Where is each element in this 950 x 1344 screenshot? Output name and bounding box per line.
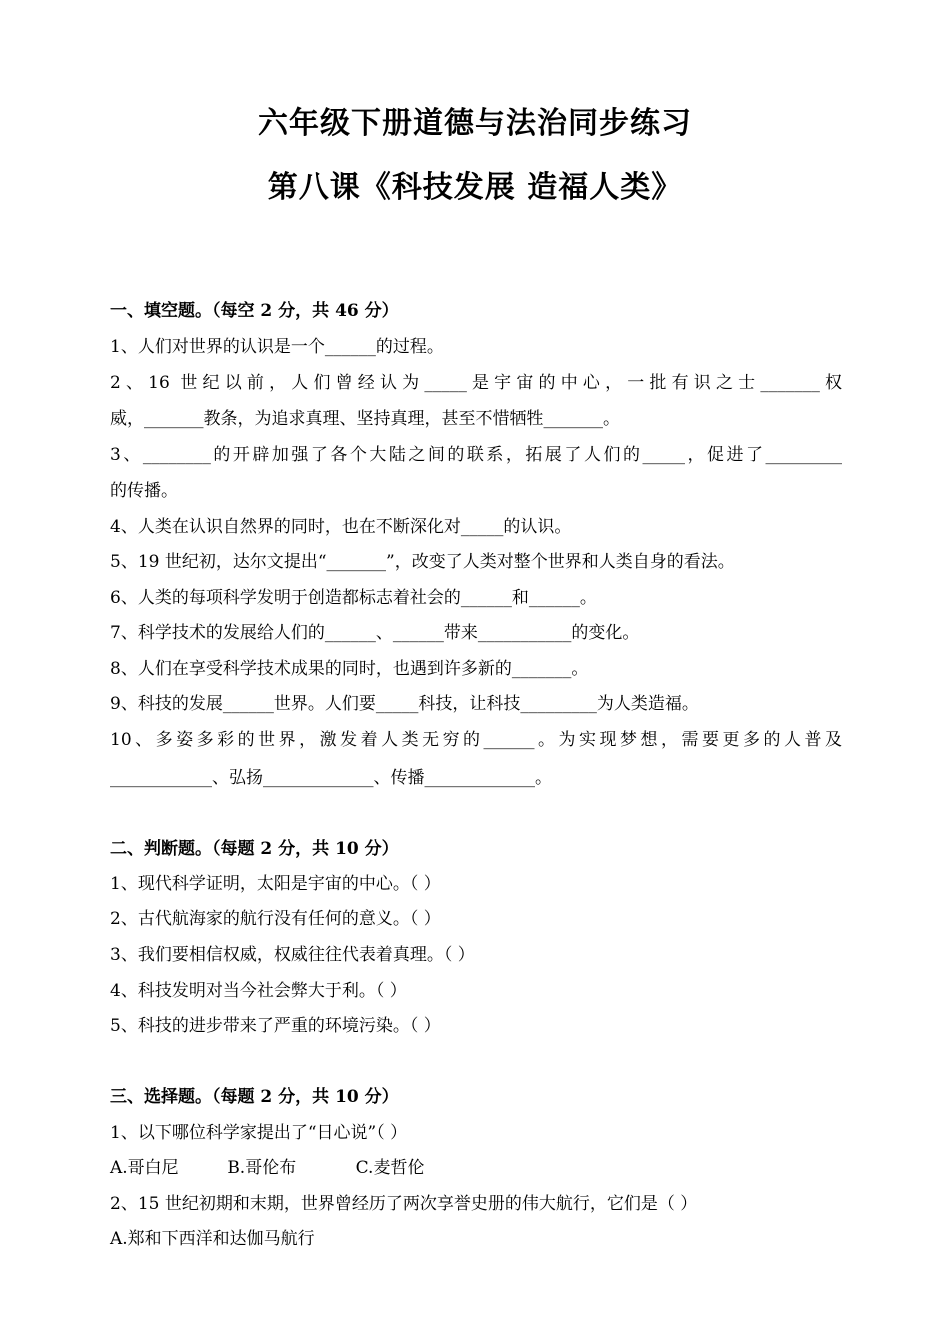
question-line: 威，_______教条，为追求真理、坚持真理，甚至不惜牺牲_______。 — [110, 409, 620, 429]
question-line: 7、科学技术的发展给人们的______、______带来___________的变化。 — [110, 623, 640, 643]
question-line: 2、16 世纪以前，人们曾经认为_____是宇宙的中心，一批有识之士_______权 — [110, 373, 842, 393]
page-title: 六年级下册道德与法治同步练习 — [258, 106, 692, 141]
question-line: 2、古代航海家的航行没有任何的意义。（ ） — [110, 909, 441, 929]
question-line: 9、科技的发展______世界。人们要_____科技，让科技_________为人类造福。 — [110, 694, 699, 714]
question-line: 1、人们对世界的认识是一个______的过程。 — [110, 337, 444, 357]
question-line: 2、15 世纪初期和末期，世界曾经历了两次享誉史册的伟大航行，它们是（ ） — [110, 1194, 698, 1214]
question-line: 3、________的开辟加强了各个大陆之间的联系，拓展了人们的_____，促进了_________ — [110, 445, 842, 465]
section-heading-multiple-choice: 三、选择题。（每题 2 分，共 10 分） — [110, 1087, 399, 1107]
question-line: 6、人类的每项科学发明于创造都标志着社会的______和______。 — [110, 588, 597, 608]
question-line: 3、我们要相信权威，权威往往代表着真理。（ ） — [110, 945, 475, 965]
lesson-subtitle: 第八课《科技发展 造福人类》 — [267, 170, 683, 205]
answer-options: A.哥白尼 B.哥伦布 C.麦哲伦 — [110, 1158, 425, 1178]
section-heading-true-false: 二、判断题。（每题 2 分，共 10 分） — [110, 839, 399, 859]
question-line: 10、多姿多彩的世界，激发着人类无穷的______。为实现梦想，需要更多的人普及 — [110, 730, 842, 750]
section-heading-fill-blank: 一、填空题。（每空 2 分，共 46 分） — [110, 301, 399, 321]
question-line: ____________、弘扬_____________、传播_____________。 — [110, 768, 552, 788]
question-line: 1、现代科学证明，太阳是宇宙的中心。（ ） — [110, 874, 441, 894]
question-line: 的传播。 — [110, 481, 178, 501]
question-line: 8、人们在享受科学技术成果的同时，也遇到许多新的_______。 — [110, 659, 589, 679]
question-line: 5、19 世纪初，达尔文提出“_______”，改变了人类对整个世界和人类自身的看法。 — [110, 552, 735, 572]
question-line: 1、以下哪位科学家提出了“日心说”（ ） — [110, 1123, 408, 1143]
question-line: 4、科技发明对当今社会弊大于利。（ ） — [110, 981, 407, 1001]
answer-option: A.郑和下西洋和达伽马航行 — [110, 1229, 315, 1249]
question-line: 4、人类在认识自然界的同时，也在不断深化对_____的认识。 — [110, 517, 572, 537]
question-line: 5、科技的进步带来了严重的环境污染。（ ） — [110, 1016, 441, 1036]
